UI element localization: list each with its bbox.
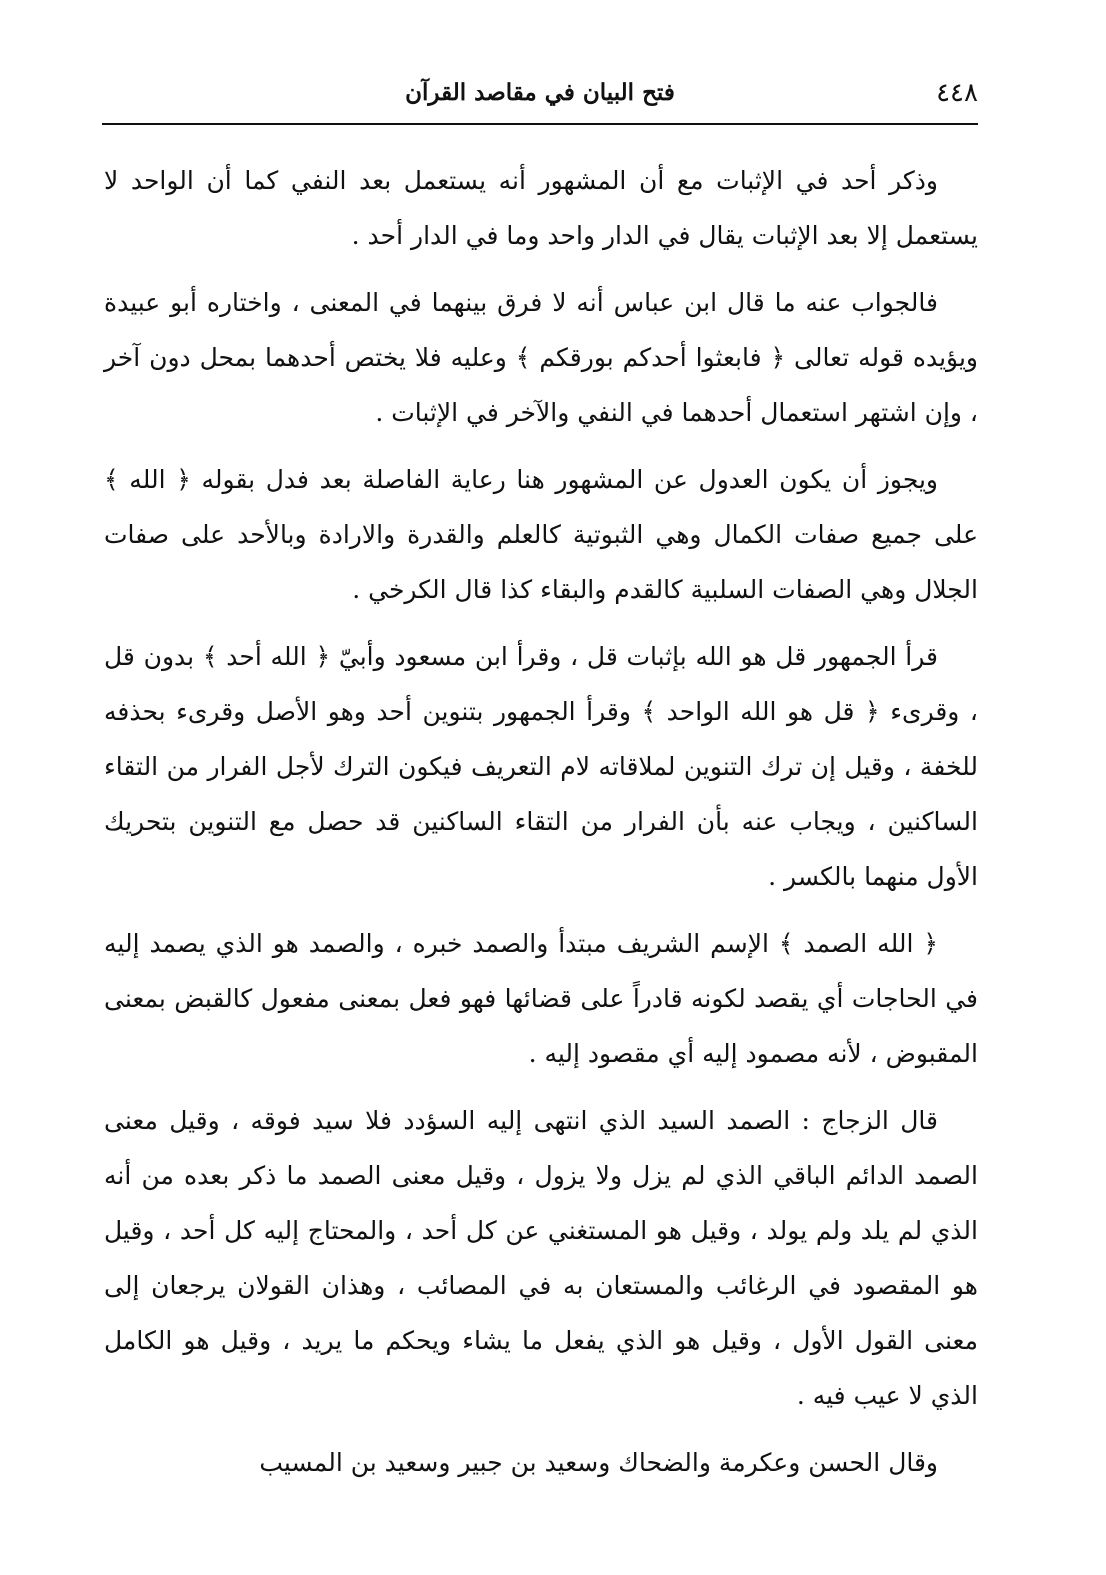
paragraph: وقال الحسن وعكرمة والضحاك وسعيد بن جبير وسعيد بن المسيب bbox=[259, 1448, 938, 1477]
running-title: فتح البيان في مقاصد القرآن bbox=[405, 79, 675, 106]
paragraph: ﴿ الله الصمد ﴾ الإسم الشريف مبتدأ والصمد خبره ، والصمد هو الذي يصمد إليه في الحاجات أي يقصد لكونه قادراً على قضائها فهو فعل بمعنى مفعول كالقبض بمعنى المقبوض ، لأنه مصمود إليه أي مقصود إليه . bbox=[104, 929, 978, 1068]
paragraph: قرأ الجمهور قل هو الله بإثبات قل ، وقرأ ابن مسعود وأبيّ ﴿ الله أحد ﴾ بدون قل ، وقرىء ﴿ قل هو الله الواحد ﴾ وقرأ الجمهور بتنوين أحد وهو الأصل وقرىء بحذفه للخفة ، وقيل إن ترك التنوين لملاقاته لام التعريف فيكون الترك لأجل الفرار من التقاء الساكنين ، ويجاب عنه بأن الفرار من التقاء الساكنين قد حصل مع التنوين بتحريك الأول منهما بالكسر . bbox=[104, 642, 978, 891]
paragraph: فالجواب عنه ما قال ابن عباس أنه لا فرق بينهما في المعنى ، واختاره أبو عبيدة ويؤيده قوله تعالى ﴿ فابعثوا أحدكم بورقكم ﴾ وعليه فلا يختص أحدهما بمحل دون آخر ، وإن اشتهر استعمال أحدهما في النفي والآخر في الإثبات . bbox=[104, 288, 978, 427]
page-header bbox=[102, 76, 978, 126]
header-rule bbox=[102, 123, 978, 125]
paragraph: قال الزجاج : الصمد السيد الذي انتهى إليه السؤدد فلا سيد فوقه ، وقيل معنى الصمد الدائم الباقي الذي لم يزل ولا يزول ، وقيل معنى الصمد ما ذكر بعده من أنه الذي لم يلد ولم يولد ، وقيل هو المستغني عن كل أحد ، والمحتاج إليه كل أحد ، وقيل هو المقصود في الرغائب والمستعان به في المصائب ، وهذان القولان يرجعان إلى معنى القول الأول ، وقيل هو الذي يفعل ما يشاء ويحكم ما يريد ، وقيل هو الكامل الذي لا عيب فيه . bbox=[104, 1106, 978, 1410]
paragraph: وذكر أحد في الإثبات مع أن المشهور أنه يستعمل بعد النفي كما أن الواحد لا يستعمل إلا بعد الإثبات يقال في الدار واحد وما في الدار أحد . bbox=[104, 166, 978, 250]
paragraph: ويجوز أن يكون العدول عن المشهور هنا رعاية الفاصلة بعد فدل بقوله ﴿ الله ﴾ على جميع صفات الكمال وهي الثبوتية كالعلم والقدرة والارادة وبالأحد على صفات الجلال وهي الصفات السلبية كالقدم والبقاء كذا قال الكرخي . bbox=[104, 465, 978, 604]
page-number: ٤٤٨ bbox=[936, 78, 978, 108]
page-body bbox=[104, 153, 978, 1490]
